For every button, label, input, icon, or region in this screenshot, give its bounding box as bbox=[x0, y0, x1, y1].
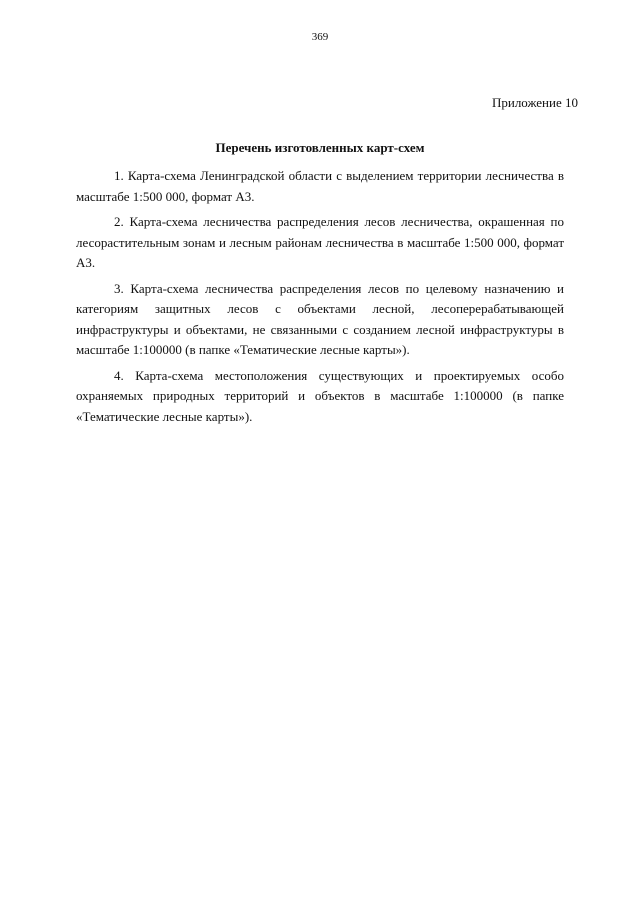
document-title: Перечень изготовленных карт-схем bbox=[215, 140, 425, 155]
page-number: 369 bbox=[311, 31, 329, 43]
appendix-label: Приложение 10 bbox=[491, 95, 578, 110]
list-item: 1. Карта-схема Ленинградской области с выделением территории лесничества в масштабе 1:500 000, формат А3. bbox=[76, 168, 564, 204]
list-item: 2. Карта-схема лесничества распределения лесов лесничества, окрашенная по лесорастительным зонам и лесным районам лесничества в масштабе 1:500 000, формат А3. bbox=[76, 214, 564, 270]
list-item: 3. Карта-схема лесничества распределения лесов по целевому назначению и категориям защитных лесов с объектами лесной, лесоперерабатывающей инфраструктуры и объектами, не связанными с созданием лесной инфраструктуры в масштабе 1:100000 (в папке «Тематические лесные карты»). bbox=[76, 280, 564, 357]
map-list bbox=[76, 166, 564, 432]
list-item: 4. Карта-схема местоположения существующих и проектируемых особо охраняемых природных территорий и объектов в масштабе 1:100000 (в папке «Тематические лесные карты»). bbox=[76, 367, 564, 424]
